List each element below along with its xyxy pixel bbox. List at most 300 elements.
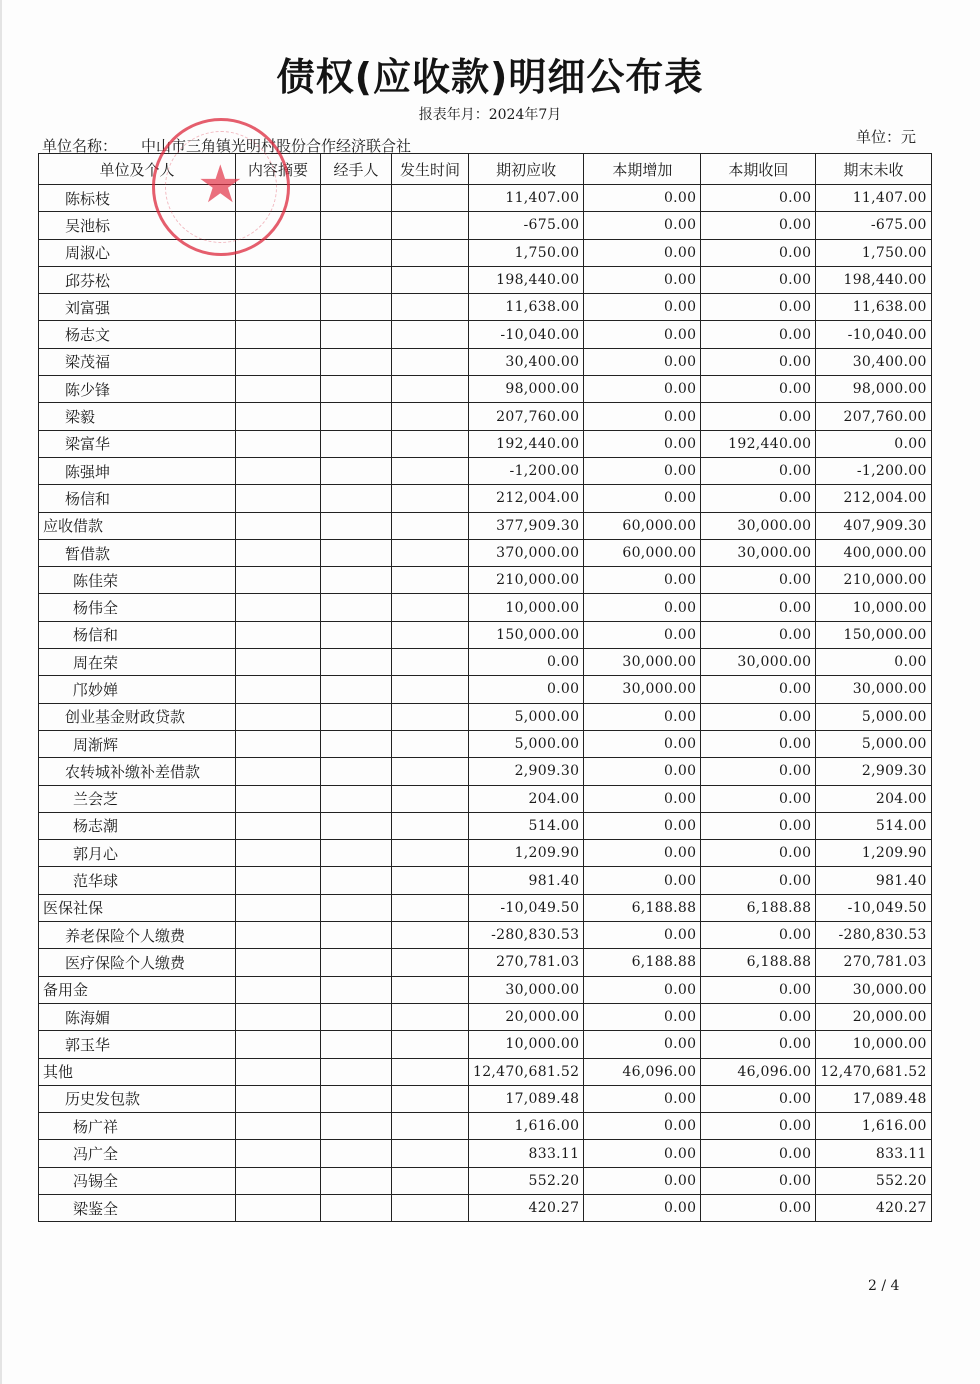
increase-cell: 0.00 (584, 239, 701, 266)
recovered-cell: 0.00 (701, 348, 816, 375)
handler-cell (321, 1167, 392, 1194)
closing-cell: 150,000.00 (816, 621, 931, 648)
table-row (39, 758, 932, 785)
page-number: 2 / 4 (868, 1278, 900, 1294)
closing-cell: 5,000.00 (816, 703, 931, 730)
increase-cell: 0.00 (584, 785, 701, 812)
date-cell (392, 485, 469, 512)
table-row (39, 266, 932, 293)
party-name-cell: 冯广全 (39, 1140, 236, 1167)
increase-cell: 0.00 (584, 1031, 701, 1058)
party-name-cell: 邱芬松 (39, 266, 236, 293)
table-row (39, 594, 932, 621)
closing-cell: 212,004.00 (816, 485, 931, 512)
opening-cell: 198,440.00 (469, 266, 584, 293)
opening-cell: 1,209.90 (469, 840, 584, 867)
opening-cell: 30,400.00 (469, 348, 584, 375)
table-row (39, 430, 932, 457)
table-row (39, 703, 932, 730)
summary-cell (236, 649, 321, 676)
recovered-cell: 0.00 (701, 840, 816, 867)
opening-cell: 20,000.00 (469, 1003, 584, 1030)
date-cell (392, 621, 469, 648)
table-row (39, 294, 932, 321)
opening-cell: 833.11 (469, 1140, 584, 1167)
handler-cell (321, 457, 392, 484)
handler-cell (321, 1113, 392, 1140)
date-cell (392, 539, 469, 566)
date-cell (392, 403, 469, 430)
recovered-cell: 0.00 (701, 758, 816, 785)
recovered-cell: 30,000.00 (701, 649, 816, 676)
closing-cell: 210,000.00 (816, 567, 931, 594)
recovered-cell: 30,000.00 (701, 512, 816, 539)
closing-cell: 1,750.00 (816, 239, 931, 266)
summary-cell (236, 266, 321, 293)
opening-cell: 377,909.30 (469, 512, 584, 539)
summary-cell (236, 1058, 321, 1085)
date-cell (392, 1031, 469, 1058)
table-row (39, 649, 932, 676)
closing-cell: 20,000.00 (816, 1003, 931, 1030)
recovered-cell: 0.00 (701, 1167, 816, 1194)
closing-cell: 420.27 (816, 1194, 931, 1221)
header-party: 单位及个人 (39, 154, 236, 185)
handler-cell (321, 1140, 392, 1167)
date-cell (392, 922, 469, 949)
recovered-cell: 0.00 (701, 730, 816, 757)
closing-cell: 98,000.00 (816, 376, 931, 403)
increase-cell: 30,000.00 (584, 649, 701, 676)
handler-cell (321, 212, 392, 239)
increase-cell: 0.00 (584, 294, 701, 321)
opening-cell: 370,000.00 (469, 539, 584, 566)
header-increase: 本期增加 (584, 154, 701, 185)
party-name-cell: 医保社保 (39, 894, 236, 921)
summary-cell (236, 812, 321, 839)
increase-cell: 0.00 (584, 457, 701, 484)
opening-cell: 11,638.00 (469, 294, 584, 321)
party-name-cell: 吴池标 (39, 212, 236, 239)
unit-name-value: 中山市三角镇光明村股份合作经济联合社 (141, 137, 412, 155)
date-cell (392, 1140, 469, 1167)
handler-cell (321, 594, 392, 621)
party-name-cell: 周在荣 (39, 649, 236, 676)
handler-cell (321, 922, 392, 949)
party-name-cell: 邝妙婵 (39, 676, 236, 703)
date-cell (392, 212, 469, 239)
handler-cell (321, 976, 392, 1003)
summary-cell (236, 785, 321, 812)
recovered-cell: 0.00 (701, 1003, 816, 1030)
closing-cell: 30,000.00 (816, 976, 931, 1003)
increase-cell: 0.00 (584, 430, 701, 457)
summary-cell (236, 758, 321, 785)
closing-cell: 204.00 (816, 785, 931, 812)
party-name-cell: 杨志文 (39, 321, 236, 348)
increase-cell: 0.00 (584, 1140, 701, 1167)
party-name-cell: 杨广祥 (39, 1113, 236, 1140)
handler-cell (321, 294, 392, 321)
summary-cell (236, 703, 321, 730)
increase-cell: 0.00 (584, 840, 701, 867)
table-row (39, 376, 932, 403)
table-row (39, 212, 932, 239)
recovered-cell: 0.00 (701, 457, 816, 484)
party-name-cell: 杨信和 (39, 621, 236, 648)
date-cell (392, 840, 469, 867)
summary-cell (236, 294, 321, 321)
party-name-cell: 梁鉴全 (39, 1194, 236, 1221)
summary-cell (236, 539, 321, 566)
summary-cell (236, 676, 321, 703)
date-cell (392, 1194, 469, 1221)
summary-cell (236, 621, 321, 648)
party-name-cell: 周淑心 (39, 239, 236, 266)
summary-cell (236, 567, 321, 594)
table-row (39, 1031, 932, 1058)
handler-cell (321, 649, 392, 676)
date-cell (392, 1167, 469, 1194)
increase-cell: 0.00 (584, 594, 701, 621)
handler-cell (321, 1085, 392, 1112)
opening-cell: 2,909.30 (469, 758, 584, 785)
closing-cell: 981.40 (816, 867, 931, 894)
date-cell (392, 294, 469, 321)
date-cell (392, 185, 469, 212)
closing-cell: 198,440.00 (816, 266, 931, 293)
closing-cell: -10,049.50 (816, 894, 931, 921)
date-cell (392, 1113, 469, 1140)
handler-cell (321, 348, 392, 375)
handler-cell (321, 539, 392, 566)
party-name-cell: 梁茂福 (39, 348, 236, 375)
recovered-cell: 46,096.00 (701, 1058, 816, 1085)
table-row (39, 1194, 932, 1221)
table-row (39, 539, 932, 566)
opening-cell: -1,200.00 (469, 457, 584, 484)
increase-cell: 0.00 (584, 1003, 701, 1030)
closing-cell: -10,040.00 (816, 321, 931, 348)
summary-cell (236, 1113, 321, 1140)
handler-cell (321, 376, 392, 403)
recovered-cell: 0.00 (701, 321, 816, 348)
summary-cell (236, 430, 321, 457)
recovered-cell: 0.00 (701, 239, 816, 266)
handler-cell (321, 676, 392, 703)
recovered-cell: 0.00 (701, 867, 816, 894)
handler-cell (321, 894, 392, 921)
party-name-cell: 周渐辉 (39, 730, 236, 757)
table-row (39, 403, 932, 430)
increase-cell: 6,188.88 (584, 949, 701, 976)
party-name-cell: 陈少锋 (39, 376, 236, 403)
opening-cell: 552.20 (469, 1167, 584, 1194)
opening-cell: 150,000.00 (469, 621, 584, 648)
increase-cell: 0.00 (584, 812, 701, 839)
increase-cell: 0.00 (584, 348, 701, 375)
party-name-cell: 刘富强 (39, 294, 236, 321)
table-row (39, 1167, 932, 1194)
increase-cell: 0.00 (584, 266, 701, 293)
party-name-cell: 杨伟全 (39, 594, 236, 621)
recovered-cell: 0.00 (701, 485, 816, 512)
increase-cell: 0.00 (584, 976, 701, 1003)
date-cell (392, 1085, 469, 1112)
closing-cell: 11,638.00 (816, 294, 931, 321)
handler-cell (321, 266, 392, 293)
increase-cell: 60,000.00 (584, 539, 701, 566)
closing-cell: 10,000.00 (816, 1031, 931, 1058)
party-name-cell: 历史发包款 (39, 1085, 236, 1112)
document-title: 债权(应收款)明细公布表 (276, 55, 704, 99)
date-cell (392, 758, 469, 785)
handler-cell (321, 621, 392, 648)
increase-cell: 0.00 (584, 567, 701, 594)
increase-cell: 0.00 (584, 867, 701, 894)
closing-cell: 30,400.00 (816, 348, 931, 375)
closing-cell: 30,000.00 (816, 676, 931, 703)
summary-cell (236, 321, 321, 348)
handler-cell (321, 1003, 392, 1030)
header-closing: 期末未收 (816, 154, 931, 185)
handler-cell (321, 949, 392, 976)
increase-cell: 0.00 (584, 1113, 701, 1140)
date-cell (392, 321, 469, 348)
summary-cell (236, 949, 321, 976)
table-row (39, 894, 932, 921)
party-name-cell: 郭月心 (39, 840, 236, 867)
recovered-cell: 0.00 (701, 785, 816, 812)
closing-cell: 833.11 (816, 1140, 931, 1167)
table-row (39, 949, 932, 976)
increase-cell: 0.00 (584, 321, 701, 348)
summary-cell (236, 894, 321, 921)
header-opening: 期初应收 (469, 154, 584, 185)
handler-cell (321, 1058, 392, 1085)
receivables-table (38, 153, 932, 1222)
date-cell (392, 649, 469, 676)
date-cell (392, 812, 469, 839)
handler-cell (321, 239, 392, 266)
recovered-cell: 192,440.00 (701, 430, 816, 457)
increase-cell: 0.00 (584, 403, 701, 430)
summary-cell (236, 1003, 321, 1030)
header-recovered: 本期收回 (701, 154, 816, 185)
table-row (39, 621, 932, 648)
date-cell (392, 430, 469, 457)
closing-cell: 514.00 (816, 812, 931, 839)
closing-cell: 10,000.00 (816, 594, 931, 621)
date-cell (392, 894, 469, 921)
table-row (39, 321, 932, 348)
table-row (39, 1003, 932, 1030)
recovered-cell: 0.00 (701, 567, 816, 594)
header-summary: 内容摘要 (236, 154, 321, 185)
closing-cell: 270,781.03 (816, 949, 931, 976)
unit-name-label: 单位名称： (42, 137, 118, 155)
closing-cell: -280,830.53 (816, 922, 931, 949)
party-name-cell: 其他 (39, 1058, 236, 1085)
increase-cell: 0.00 (584, 1194, 701, 1221)
table-row (39, 676, 932, 703)
increase-cell: 0.00 (584, 703, 701, 730)
recovered-cell: 0.00 (701, 185, 816, 212)
table-row (39, 567, 932, 594)
opening-cell: 11,407.00 (469, 185, 584, 212)
date-cell (392, 676, 469, 703)
opening-cell: 98,000.00 (469, 376, 584, 403)
opening-cell: 210,000.00 (469, 567, 584, 594)
table-row (39, 1085, 932, 1112)
table-row (39, 239, 932, 266)
recovered-cell: 0.00 (701, 703, 816, 730)
date-cell (392, 239, 469, 266)
opening-cell: 1,750.00 (469, 239, 584, 266)
date-cell (392, 949, 469, 976)
party-name-cell: 冯锡全 (39, 1167, 236, 1194)
recovered-cell: 0.00 (701, 621, 816, 648)
summary-cell (236, 457, 321, 484)
recovered-cell: 6,188.88 (701, 894, 816, 921)
party-name-cell: 杨志潮 (39, 812, 236, 839)
opening-cell: 10,000.00 (469, 594, 584, 621)
handler-cell (321, 321, 392, 348)
party-name-cell: 杨信和 (39, 485, 236, 512)
handler-cell (321, 1194, 392, 1221)
summary-cell (236, 922, 321, 949)
opening-cell: 5,000.00 (469, 730, 584, 757)
increase-cell: 0.00 (584, 621, 701, 648)
opening-cell: -10,049.50 (469, 894, 584, 921)
opening-cell: 420.27 (469, 1194, 584, 1221)
handler-cell (321, 730, 392, 757)
table-row (39, 485, 932, 512)
table-row (39, 812, 932, 839)
closing-cell: 407,909.30 (816, 512, 931, 539)
recovered-cell: 0.00 (701, 266, 816, 293)
table-row (39, 730, 932, 757)
table-row (39, 457, 932, 484)
party-name-cell: 兰会芝 (39, 785, 236, 812)
handler-cell (321, 785, 392, 812)
increase-cell: 0.00 (584, 1167, 701, 1194)
date-cell (392, 266, 469, 293)
summary-cell (236, 1031, 321, 1058)
opening-cell: 0.00 (469, 649, 584, 676)
closing-cell: -675.00 (816, 212, 931, 239)
date-cell (392, 512, 469, 539)
party-name-cell: 养老保险个人缴费 (39, 922, 236, 949)
summary-cell (236, 403, 321, 430)
recovered-cell: 30,000.00 (701, 539, 816, 566)
opening-cell: 1,616.00 (469, 1113, 584, 1140)
opening-cell: 5,000.00 (469, 703, 584, 730)
opening-cell: 17,089.48 (469, 1085, 584, 1112)
opening-cell: 207,760.00 (469, 403, 584, 430)
party-name-cell: 农转城补缴补差借款 (39, 758, 236, 785)
opening-cell: 10,000.00 (469, 1031, 584, 1058)
summary-cell (236, 594, 321, 621)
handler-cell (321, 485, 392, 512)
party-name-cell: 范华球 (39, 867, 236, 894)
opening-cell: 270,781.03 (469, 949, 584, 976)
opening-cell: -10,040.00 (469, 321, 584, 348)
summary-cell (236, 376, 321, 403)
date-cell (392, 594, 469, 621)
table-header-row (39, 154, 932, 185)
handler-cell (321, 703, 392, 730)
party-name-cell: 医疗保险个人缴费 (39, 949, 236, 976)
star-icon: ★ (197, 155, 244, 215)
increase-cell: 30,000.00 (584, 676, 701, 703)
summary-cell (236, 730, 321, 757)
summary-cell (236, 1167, 321, 1194)
party-name-cell: 暂借款 (39, 539, 236, 566)
party-name-cell: 备用金 (39, 976, 236, 1003)
handler-cell (321, 567, 392, 594)
party-name-cell: 郭玉华 (39, 1031, 236, 1058)
increase-cell: 0.00 (584, 185, 701, 212)
closing-cell: 1,209.90 (816, 840, 931, 867)
page-edge (0, 0, 2, 1384)
closing-cell: 1,616.00 (816, 1113, 931, 1140)
closing-cell: 207,760.00 (816, 403, 931, 430)
handler-cell (321, 867, 392, 894)
table-row (39, 785, 932, 812)
date-cell (392, 867, 469, 894)
summary-cell (236, 1140, 321, 1167)
party-name-cell: 陈强坤 (39, 457, 236, 484)
summary-cell (236, 867, 321, 894)
summary-cell (236, 512, 321, 539)
table-row (39, 1113, 932, 1140)
opening-cell: 192,440.00 (469, 430, 584, 457)
increase-cell: 60,000.00 (584, 512, 701, 539)
party-name-cell: 创业基金财政贷款 (39, 703, 236, 730)
handler-cell (321, 512, 392, 539)
handler-cell (321, 840, 392, 867)
recovered-cell: 0.00 (701, 294, 816, 321)
report-period: 报表年月：2024年7月 (418, 107, 562, 123)
recovered-cell: 0.00 (701, 1194, 816, 1221)
table-row (39, 185, 932, 212)
party-name-cell: 陈标枝 (39, 185, 236, 212)
recovered-cell: 0.00 (701, 403, 816, 430)
date-cell (392, 457, 469, 484)
table-row (39, 1058, 932, 1085)
handler-cell (321, 758, 392, 785)
currency-unit: 单位：元 (855, 128, 916, 146)
party-name-cell: 陈佳荣 (39, 567, 236, 594)
recovered-cell: 0.00 (701, 594, 816, 621)
increase-cell: 46,096.00 (584, 1058, 701, 1085)
handler-cell (321, 1031, 392, 1058)
table-row (39, 867, 932, 894)
opening-cell: 212,004.00 (469, 485, 584, 512)
handler-cell (321, 430, 392, 457)
table-row (39, 348, 932, 375)
header-date: 发生时间 (392, 154, 469, 185)
table-body (39, 185, 932, 1222)
opening-cell: 204.00 (469, 785, 584, 812)
closing-cell: 0.00 (816, 649, 931, 676)
table-row (39, 512, 932, 539)
header-handler: 经手人 (321, 154, 392, 185)
closing-cell: 400,000.00 (816, 539, 931, 566)
handler-cell (321, 185, 392, 212)
summary-cell (236, 1194, 321, 1221)
